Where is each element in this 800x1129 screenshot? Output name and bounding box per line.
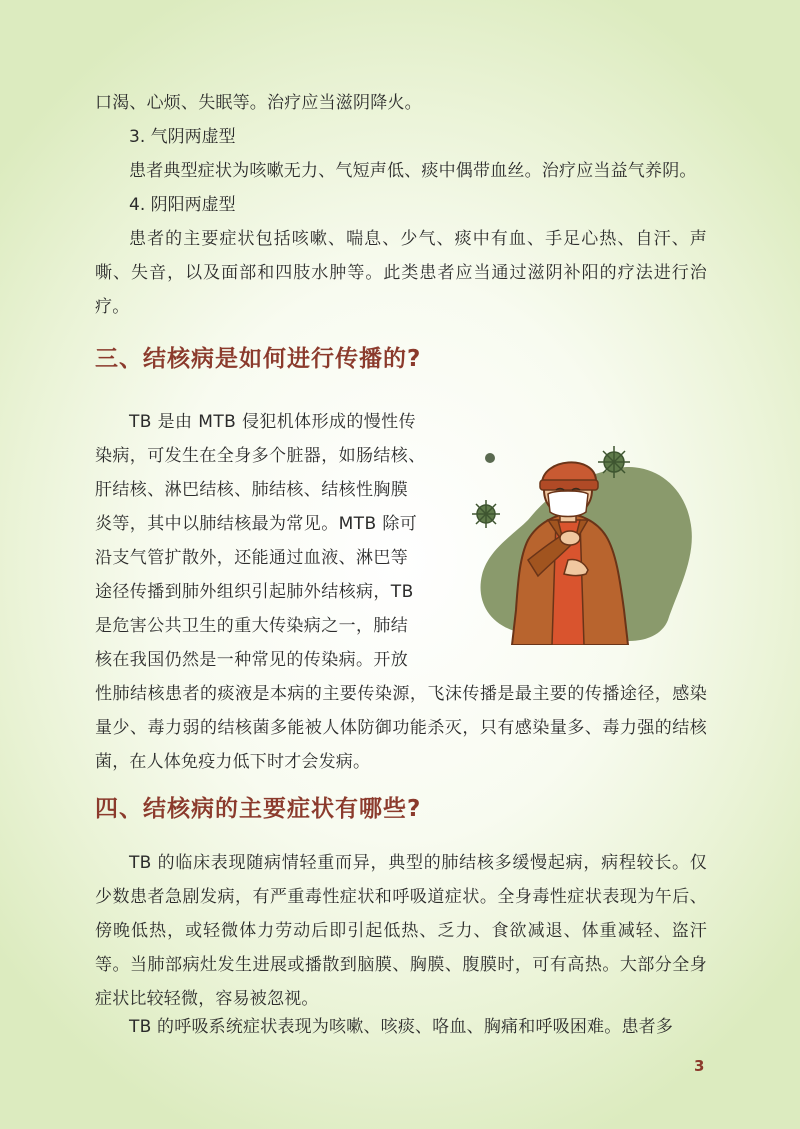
coughing-man-icon: [468, 440, 708, 645]
text-line: 是危害公共卫生的重大传染病之一，肺结: [95, 616, 409, 636]
text-line: TB 是由 MTB 侵犯机体形成的慢性传: [129, 412, 416, 432]
paragraph-yin-deficiency-tail: 口渴、心烦、失眠等。治疗应当滋阴降火。: [95, 93, 422, 113]
text-line: 途径传播到肺外组织引起肺外结核病，TB: [95, 582, 414, 602]
text-line: 炎等，其中以肺结核最为常见。MTB 除可: [95, 514, 418, 534]
text-line: 沿支气管扩散外，还能通过血液、淋巴等: [95, 548, 409, 568]
section-heading-transmission: 三、结核病是如何进行传播的?: [95, 346, 422, 372]
subheading-yin-yang-deficiency: 4. 阴阳两虚型: [129, 195, 236, 215]
coughing-man-illustration: [468, 440, 708, 645]
section-heading-symptoms: 四、结核病的主要症状有哪些?: [95, 796, 422, 822]
text-line: 核在我国仍然是一种常见的传染病。开放: [95, 650, 409, 670]
page-number: 3: [694, 1057, 705, 1075]
paragraph-symptoms-respiratory: TB 的呼吸系统症状表现为咳嗽、咳痰、咯血、胸痛和呼吸困难。患者多: [129, 1017, 674, 1037]
paragraph-transmission-continued: 性肺结核患者的痰液是本病的主要传染源，飞沫传播是最主要的传播途径，感染量少、毒力弱的结核菌多能被人体防御功能杀灭，只有感染量多、毒力强的结核菌，在人体免疫力低下时才会发病。: [95, 684, 707, 772]
paragraph-yin-yang-deficiency: 患者的主要症状包括咳嗽、喘息、少气、痰中有血、手足心热、自汗、声嘶、失音，以及面部和四肢水肿等。此类患者应当通过滋阴补阳的疗法进行治疗。: [95, 229, 707, 317]
paragraph-qi-yin-deficiency: 患者典型症状为咳嗽无力、气短声低、痰中偶带血丝。治疗应当益气养阴。: [129, 161, 697, 181]
subheading-qi-yin-deficiency: 3. 气阴两虚型: [129, 127, 236, 147]
paragraph-transmission-wrapped: [95, 405, 451, 677]
paragraph-symptoms-general: TB 的临床表现随病情轻重而异，典型的肺结核多缓慢起病，病程较长。仅少数患者急剧发病，有严重毒性症状和呼吸道症状。全身毒性症状表现为午后、傍晚低热，或轻微体力劳动后即引起低热、乏力、食欲减退、体重减轻、盗汗等。当肺部病灶发生进展或播散到脑膜、胸膜、腹膜时，可有高热。大部分全身症状比较轻微，容易被忽视。: [95, 853, 707, 1009]
text-line: 肝结核、淋巴结核、肺结核、结核性胸膜: [95, 480, 409, 500]
text-line: 染病，可发生在全身多个脏器，如肠结核、: [95, 446, 426, 466]
